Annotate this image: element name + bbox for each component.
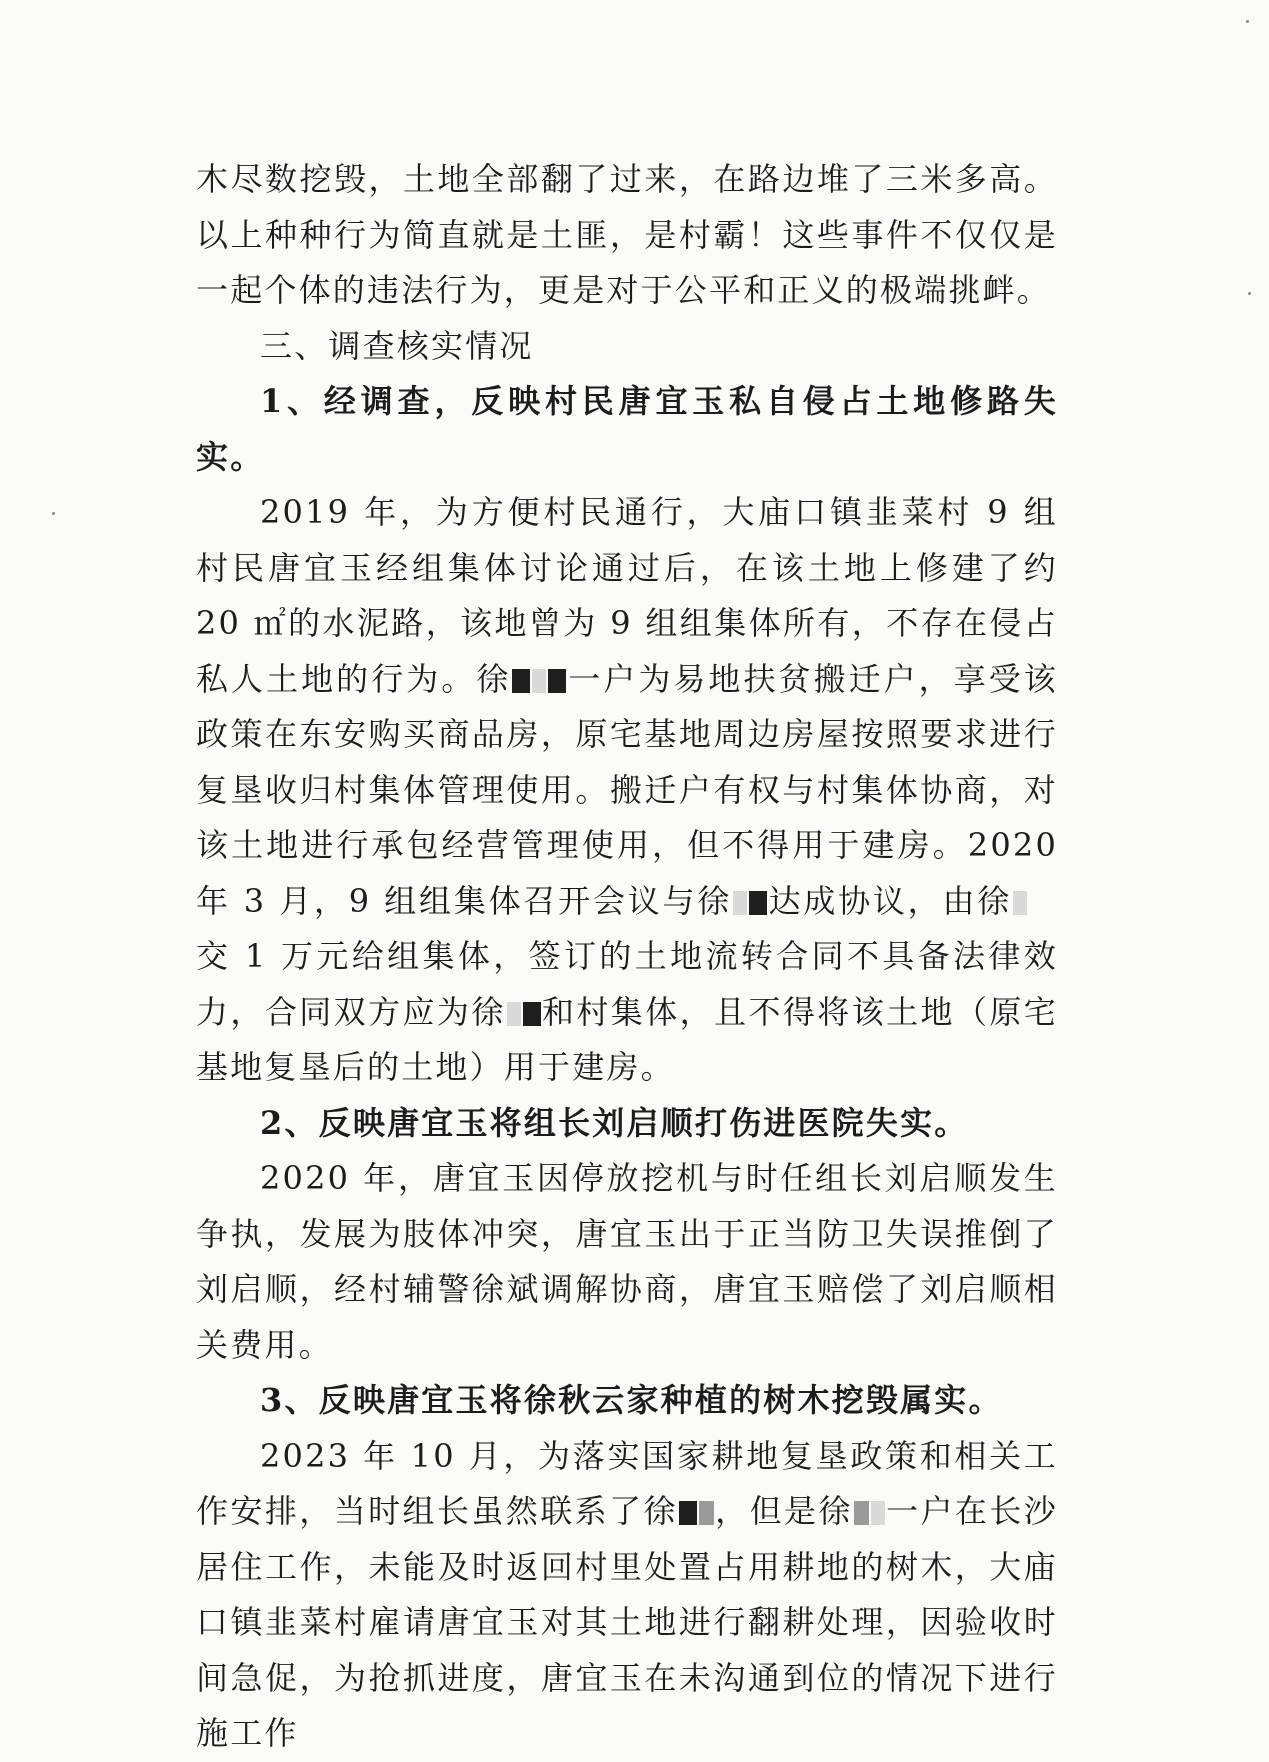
redaction-mark — [699, 1501, 714, 1525]
document-body — [196, 152, 1058, 1762]
redaction-mark — [679, 1501, 697, 1525]
redaction-mark — [1013, 891, 1027, 915]
finding-1-body: 2019 年，为方便村民通行，大庙口镇韭菜村 9 组村民唐宜玉经组集体讨论通过后，在该土地上修建了约 20 ㎡的水泥路，该地曾为 9 组组集体所有，不存在侵占私人土地的行为。徐 一户为易地扶贫搬迁户，享受该政策在东安购买商品房，原宅基地周边房屋按照要求进行复垦收归村集体管理使用。搬迁户有权与村集体协商，对该土地进行承包经营管理使用，但不得用于建房。2020 年 3 月，9 组组集体召开会议与徐 达成协议，由徐交 1 万元给组集体，签订的土地流转合同不具备法律效力，合同双方应为徐 和村集体，且不得将该土地（原宅基地复垦后的土地）用于建房。 — [196, 493, 1058, 1086]
redaction-mark — [523, 1002, 541, 1026]
scan-speck — [1248, 292, 1251, 295]
finding-3-heading: 3、反映唐宜玉将徐秋云家种植的树木挖毁属实。 — [260, 1381, 1003, 1419]
redaction-mark — [507, 1002, 521, 1026]
scan-speck — [1246, 20, 1249, 23]
redaction-mark — [548, 669, 566, 693]
finding-1-heading: 1、经调查，反映村民唐宜玉私自侵占土地修路失实。 — [196, 382, 1058, 476]
section-heading: 三、调查核实情况 — [260, 326, 534, 365]
redaction-mark — [871, 1501, 885, 1525]
redaction-mark — [733, 891, 747, 915]
redaction-mark — [512, 669, 530, 693]
redaction-mark — [749, 891, 767, 915]
scan-speck — [52, 512, 55, 515]
continuation-paragraph: 木尽数挖毁，土地全部翻了过来，在路边堆了三米多高。以上种种行为简直就是土匪，是村霸！这些事件不仅仅是一起个体的违法行为，更是对于公平和正义的极端挑衅。 — [196, 160, 1058, 309]
finding-3-body: 2023 年 10 月，为落实国家耕地复垦政策和相关工作安排，当时组长虽然联系了徐 ，但是徐 一户在长沙居住工作，未能及时返回村里处置占用耕地的树木，大庙口镇韭菜村雇请唐宜玉对其土地进行翻耕处理，因验收时间急促，为抢抓进度，唐宜玉在未沟通到位的情况下进行施工作 — [196, 1436, 1058, 1752]
redaction-mark — [532, 669, 546, 693]
redaction-mark — [854, 1501, 869, 1525]
finding-2-heading: 2、反映唐宜玉将组长刘启顺打伤进医院失实。 — [260, 1103, 969, 1142]
finding-2-body: 2020 年，唐宜玉因停放挖机与时任组长刘启顺发生争执，发展为肢体冲突，唐宜玉出于正当防卫失误推倒了刘启顺，经村辅警徐斌调解协商，唐宜玉赔偿了刘启顺相关费用。 — [196, 1159, 1058, 1364]
